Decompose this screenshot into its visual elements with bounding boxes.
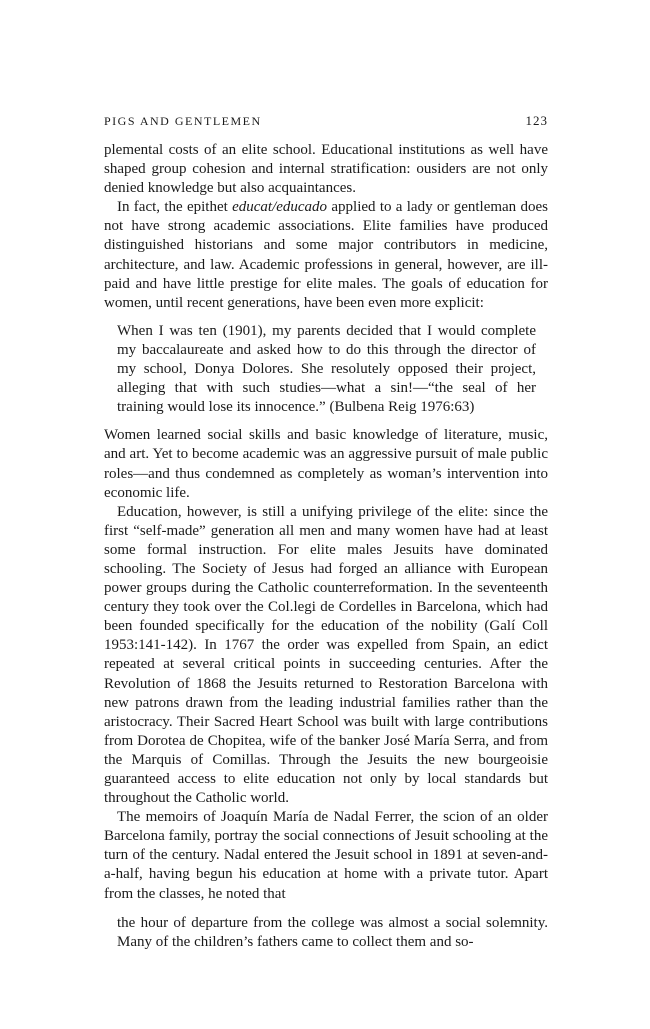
page-number: 123 [525,113,548,128]
body-text [104,141,548,961]
running-header [104,113,548,129]
running-title: PIGS AND GENTLEMEN [104,114,262,128]
block-quote-1 [117,322,536,417]
paragraph-2-rest: applied to a lady or gentleman does not have strong academic associations. Elite families have produced distinguished historians and some major contributors in medicine, architecture, and law. Academic professions in general, however, are ill-paid and have little prestige for elite males. The goals of education for women, until recent generations, have been even more explicit: [104,199,548,311]
paragraph-5: The memoirs of Joaquín María de Nadal Ferrer, the scion of an older Barcelona family, portray the social connections of Jesuit schooling at the turn of the century. Nadal entered the Jesuit school in 1891 at seven-and-a-half, having begun his education at home with a private tutor. Apart from the classes, he noted that [104,809,548,902]
block-quote-2 [117,914,548,952]
paragraph-2 [104,198,548,313]
paragraph-2-start: In fact, the epithet [117,199,233,216]
paragraph-4: Education, however, is still a unifying privilege of the elite: since the first “self-made” generation all men and many women have had at least some formal instruction. For elite males Jesuits have dominated schooling. The Society of Jesus had forged an alliance with European power groups during the Catholic counterreformation. In the seventeenth century they took over the Col.legi de Cordelles in Barcelona, which had been founded specifically for the education of the nobility (Galí Coll 1953:141-142). In 1767 the order was expelled from Spain, an edict repeated at several critical points in succeeding centuries. After the Revolution of 1868 the Jesuits returned to Restoration Barcelona with new patrons drawn from the leading industrial families rather than the aristocracy. Their Sacred Heart School was built with large contributions from Dorotea de Chopitea, wife of the banker José María Serra, and from the Marquis of Comillas. Through the Jesuits the new bourgeoisie guaranteed access to elite education not only by local standards but throughout the Catholic world. [104,503,548,807]
epithet-term: educat/educado [232,199,328,216]
paragraph-1: plemental costs of an elite school. Educational institutions as well have shaped group cohesion and internal stratification: ousiders are not only denied knowledge but also acquaintances. [104,142,548,197]
block-quote-1-text: When I was ten (1901), my parents decided that I would complete my baccalaureate and asked how to do this through the director of my school, Donya Dolores. She resolutely opposed their project, alleging that with such studies—what a sin!—“the seal of her training would lose its innocence.” (Bulbena Reig 1976:63) [117,322,536,416]
block-quote-2-text: the hour of departure from the college was almost a social solemnity. Many of the children’s fathers came to collect them and so- [117,914,548,950]
paragraph-3: Women learned social skills and basic knowledge of literature, music, and art. Yet to become academic was an aggressive pursuit of male public roles—and thus condemned as completely as woman’s intervention into economic life. [104,427,548,501]
